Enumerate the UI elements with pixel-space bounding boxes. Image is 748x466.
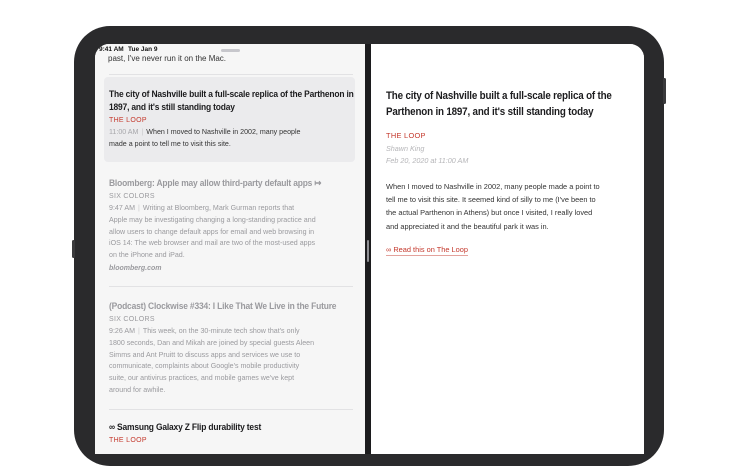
article-date: Feb 20, 2020 at 11:00 AM <box>386 156 469 165</box>
article-title <box>386 88 644 120</box>
item-title: (Podcast) Clockwise #334: I Like That We Live in the Future <box>109 301 337 312</box>
article-body <box>386 180 631 233</box>
item-title-line: 1897, and it's still standing today <box>109 102 235 113</box>
divider-line <box>109 286 353 287</box>
excerpt-line: communicate, complaints about Google's mobile productivity <box>109 362 300 371</box>
article-source[interactable]: THE LOOP <box>386 131 426 140</box>
divider-line <box>109 74 353 75</box>
item-title: ∞ Samsung Galaxy Z Flip durability test <box>109 422 262 433</box>
article-body-line: tell me to visit this site. It seemed kind of silly to me (I've been to <box>386 195 596 205</box>
previous-item-excerpt: past, I've never run it on the Mac. <box>108 54 227 63</box>
article-title-line: The city of Nashville built a full-scale replica of the <box>386 90 612 102</box>
list-item[interactable] <box>109 300 353 397</box>
item-excerpt: 11:00 AM | When I moved to Nashville in 2002, many people made a point to tell me to visit this site. <box>109 127 353 151</box>
item-time: 9:26 AM <box>109 327 136 335</box>
item-time: 11:00 AM <box>109 128 139 136</box>
excerpt-line: Simms and Ant Pruitt to discuss apps and services we use to <box>109 350 301 359</box>
excerpt-line: on the iPhone and iPad. <box>109 251 185 260</box>
item-time: 9:47 AM <box>109 204 136 212</box>
excerpt-line: iOS 14: The web browser and mail are two of the most-used apps <box>109 239 316 248</box>
article-body-line: and appreciated it and the beautiful park it was in. <box>386 221 549 231</box>
article-list-pane[interactable] <box>95 44 365 454</box>
item-excerpt: 9:47 AM | Writing at Bloomberg, Mark Gurman reports that Apple may be investigating changing a long-standing practice and allow users to change default apps for email and web browsing in iOS 14: The web browser and mail are two of the most-used apps on the iPhone and iPad. <box>109 203 353 262</box>
item-title: Bloomberg: Apple may allow third-party default apps ↦ <box>109 178 322 189</box>
read-original-link[interactable]: ∞ Read this on The Loop <box>386 245 468 254</box>
article-author: Shawn King <box>386 144 425 153</box>
excerpt-line: 1800 seconds, Dan and Mikah are joined by special guests Aleen <box>109 338 315 347</box>
article-body-line: When I moved to Nashville in 2002, many people made a point to <box>386 182 600 191</box>
multitask-grabber[interactable] <box>221 49 240 52</box>
list-item[interactable] <box>109 177 353 272</box>
excerpt-line: Apple may be investigating changing a long-standing practice and <box>109 215 316 224</box>
item-title <box>109 88 355 114</box>
item-source: THE LOOP <box>109 437 147 444</box>
status-time: 9:41 AM <box>99 46 124 53</box>
excerpt-line: made a point to tell me to visit this site. <box>109 139 231 148</box>
split-view-handle[interactable] <box>367 240 369 262</box>
excerpt-line: allow users to change default apps for email and web browsing in <box>109 227 315 236</box>
screen <box>95 44 644 454</box>
volume-button <box>72 240 75 258</box>
item-link-domain[interactable]: bloomberg.com <box>109 264 162 272</box>
article-title-line: Parthenon in 1897, and it's still standing today <box>386 106 594 118</box>
status-date: Tue Jan 9 <box>128 46 158 53</box>
excerpt-line: This week, on the 30-minute tech show that's only <box>142 327 300 335</box>
list-item-selected[interactable] <box>109 88 353 151</box>
item-source: SIX COLORS <box>109 316 155 323</box>
excerpt-line: around for awhile. <box>109 385 166 394</box>
item-source: SIX COLORS <box>109 193 155 200</box>
divider-line <box>109 409 353 410</box>
power-button <box>663 78 666 104</box>
item-title-line: The city of Nashville built a full-scale replica of the Parthenon in <box>109 89 354 100</box>
article-reader-pane[interactable] <box>371 44 644 454</box>
article-body-line: the actual Parthenon in Athens) but once I visited, I really loved <box>386 208 593 218</box>
list-item[interactable] <box>109 421 353 444</box>
excerpt-line: Writing at Bloomberg, Mark Gurman reports that <box>142 204 295 212</box>
excerpt-line: suite, our antivirus practices, and mobile games we've kept <box>109 374 295 383</box>
item-source: THE LOOP <box>109 117 147 124</box>
item-excerpt: 9:26 AM | This week, on the 30-minute tech show that's only 1800 seconds, Dan and Mikah are joined by special guests Aleen Simms and Ant Pruitt to discuss apps and services we use to communicate, complaints about Google's mobile productivity suite, our antivirus practices, and mobile games we've kept around for awhile. <box>109 326 353 397</box>
excerpt-line: When I moved to Nashville in 2002, many people <box>146 128 301 136</box>
